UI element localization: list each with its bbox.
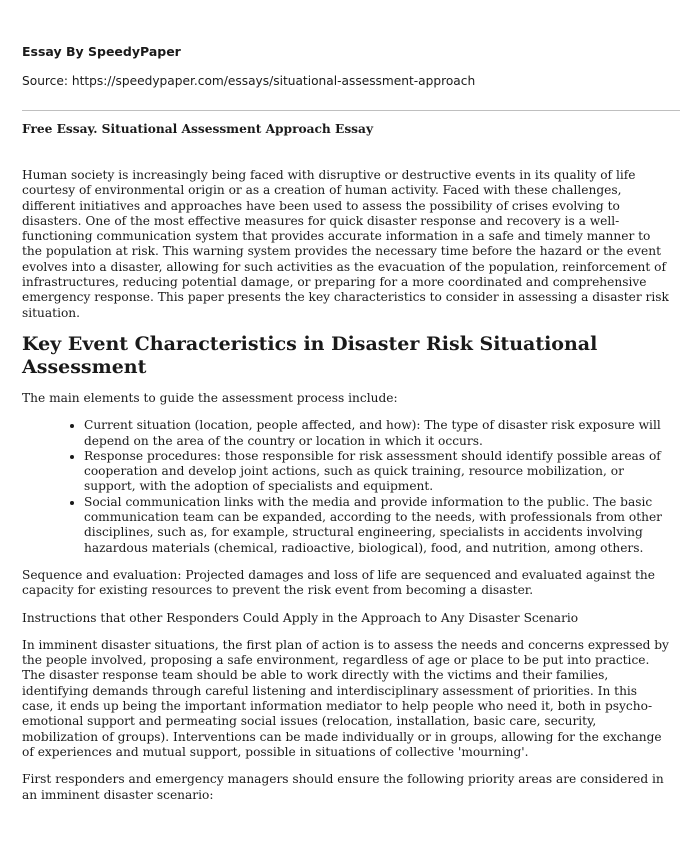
header-divider <box>22 110 680 111</box>
list-item: • Response procedures: those responsible for risk assessment should identify possible areas of cooperation and develop joint actions, such as quick training, resource mobilization, or support, with the adoption of specialists and equipment. <box>84 449 670 495</box>
list-item: • Current situation (location, people affected, and how): The type of disaster risk exposure will depend on the area of the country or location in which it occurs. <box>84 418 670 449</box>
first-responders-paragraph: First responders and emergency managers should ensure the following priority areas are considered in an imminent disaster scenario: <box>22 772 664 802</box>
intro-paragraph: Human society is increasingly being faced with disruptive or destructive events in its quality of life courtesy of environmental origin or as a creation of human activity. Faced with these challenges, different initiatives and approaches have been used to assess the possibility of crises evolving to disasters. One of the most effective measures for quick disaster response and recovery is a well-functioning communication system that provides accurate information in a safe and timely manner to the population at risk. This warning system provides the necessary time before the hazard or the event evolves into a disaster, allowing for such activities as the evacuation of the population, reinforcement of infrastructures, reducing potential damage, or preparing for a more coordinated and comprehensive emergency response. This paper presents the key characteristics to consider in assessing a disaster risk situation. <box>22 168 669 320</box>
essay-author-line: Essay By SpeedyPaper <box>22 44 181 59</box>
instructions-heading: Instructions that other Responders Could Apply in the Approach to Any Disaster Scenario <box>22 610 579 625</box>
imminent-paragraph: In imminent disaster situations, the first plan of action is to assess the needs and concerns expressed by the people involved, proposing a safe environment, regardless of age or place to be put into practice. The disaster response team should be able to work directly with the victims and their families, identifying demands through careful listening and interdisciplinary assessment of priorities. In this case, it ends up being the important information mediator to help people who need it, both in psycho-emotional support and permeating social issues (relocation, installation, basic care, security, mobilization of groups). Interventions can be made individually or in groups, allowing for the exchange of experiences and mutual support, possible in situations of collective 'mourning'. <box>22 637 669 759</box>
list-item: • Social communication links with the media and provide information to the public. The basic communication team can be expanded, according to the needs, with professionals from other disciplines, such as, for example, structural engineering, specialists in accidents involving hazardous materials (chemical, radioactive, biological), food, and nutrition, among others. <box>84 495 670 556</box>
essay-title: Free Essay. Situational Assessment Approach Essay <box>22 122 374 136</box>
elements-list <box>22 418 670 556</box>
elements-intro-paragraph: The main elements to guide the assessment process include: <box>22 390 398 405</box>
section-heading: Key Event Characteristics in Disaster Risk Situational Assessment <box>22 332 598 378</box>
source-line: Source: https://speedypaper.com/essays/situational-assessment-approach <box>22 74 476 88</box>
essay-body <box>22 168 670 815</box>
sequence-paragraph: Sequence and evaluation: Projected damages and loss of life are sequenced and evaluated against the capacity for existing resources to prevent the risk event from becoming a disaster. <box>22 567 655 598</box>
